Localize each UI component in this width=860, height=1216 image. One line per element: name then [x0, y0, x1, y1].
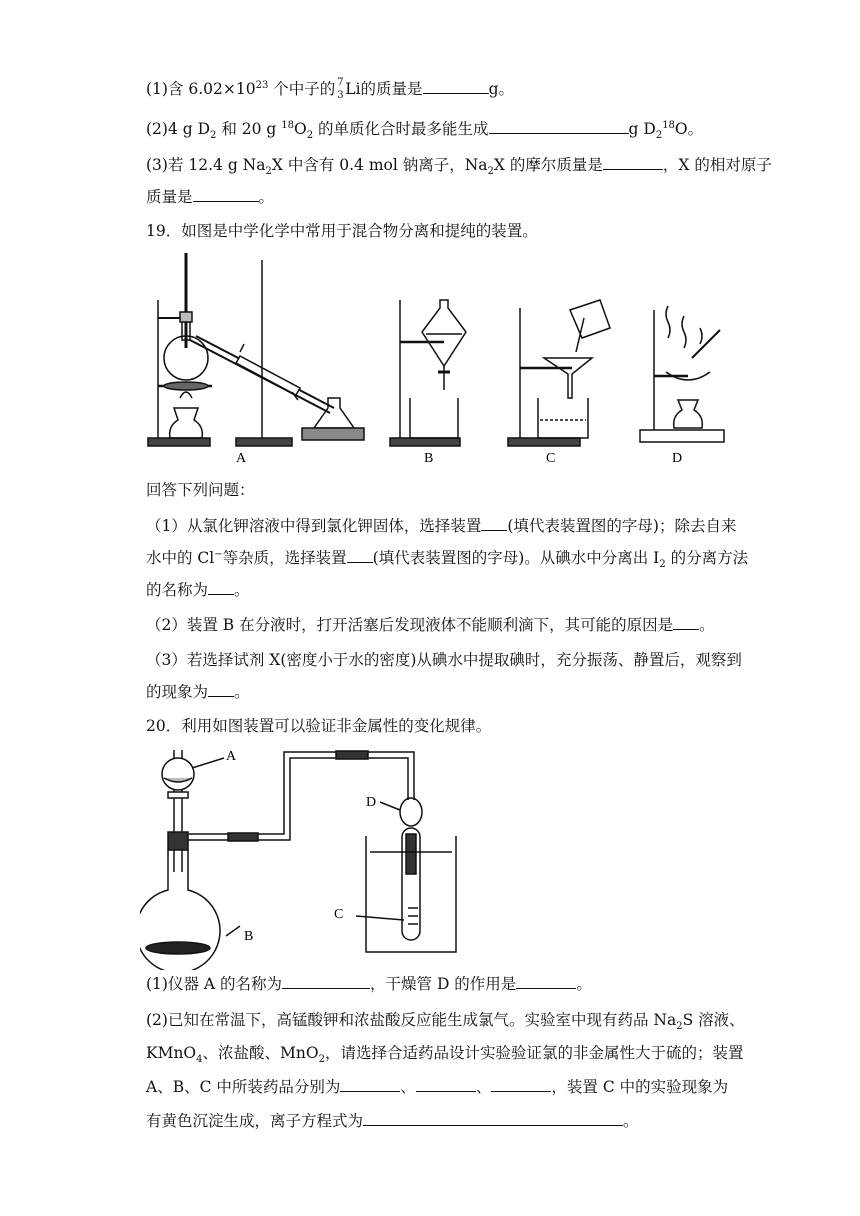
- q19-s3-text2: 的现象为: [146, 683, 209, 701]
- stand-base-c: [508, 438, 580, 446]
- subscript: 2: [306, 130, 314, 142]
- q18-part2: [146, 119, 860, 142]
- q19-s3-text: （3）若选择试剂 X(密度小于水的密度)从碘水中提取碘时，充分振荡、静置后，观察到: [146, 651, 742, 669]
- subscript: 2: [676, 1021, 683, 1033]
- q19-sub1: [146, 516, 860, 536]
- subscript: 2: [265, 166, 272, 178]
- beaker-c: [538, 398, 588, 438]
- pouring-beaker: [570, 300, 610, 338]
- funnel-a: [162, 758, 194, 790]
- label-d: D: [366, 795, 377, 810]
- condenser: [236, 356, 300, 395]
- answer-blank[interactable]: [208, 682, 234, 697]
- subscript: 2: [655, 130, 663, 142]
- label-d: D: [672, 451, 683, 466]
- q20-s1-text: (1)仪器 A 的名称为: [146, 975, 283, 993]
- answer-blank[interactable]: [481, 516, 507, 531]
- superscript: −: [214, 548, 223, 560]
- q18-p3-text6: 。: [258, 188, 275, 206]
- subscript: 2: [487, 166, 494, 178]
- q20-s2-text8: 、: [475, 1078, 492, 1096]
- q19-s1-text7: 的名称为: [146, 581, 209, 599]
- q19-s2-text: （2）装置 B 在分液时，打开活塞后发现液体不能顺利滴下，其可能的原因是: [146, 616, 674, 634]
- q19-s1-text4: 等杂质，选择装置: [222, 549, 347, 567]
- q20-s1-text3: 。: [576, 975, 592, 993]
- answer-blank[interactable]: [340, 1077, 400, 1092]
- atomic-number: 3: [337, 90, 344, 101]
- q18-p3-text5: 质量是: [146, 188, 193, 206]
- label-a: A: [236, 451, 247, 466]
- funnel-c: [544, 358, 592, 398]
- answer-blank[interactable]: [416, 1077, 476, 1092]
- q19-s1-text: （1）从氯化钾溶液中得到氯化钾固体，选择装置: [146, 517, 482, 535]
- q18-part1: [146, 79, 860, 99]
- q19-s1-text3: 水中的 Cl: [146, 549, 215, 567]
- superscript: 18: [662, 119, 675, 131]
- q20-s2-text6: A、B、C 中所装药品分别为: [146, 1078, 341, 1096]
- exponent: 23: [255, 79, 269, 91]
- q20-s2-text4: 、浓盐酸、MnO: [202, 1044, 319, 1062]
- q19-s1-text6: 的分离方法: [665, 549, 749, 567]
- q18-p2-text6: O。: [674, 120, 704, 138]
- q18-p3-text4: ，X 的相对原子: [662, 156, 772, 174]
- q18-p2-text3: O: [294, 120, 307, 138]
- answer-blank[interactable]: [208, 580, 234, 595]
- stand-base-a2: [236, 438, 292, 446]
- q19-s1-text8: 。: [234, 581, 250, 599]
- q20-s2-text: (2)已知在常温下，高锰酸钾和浓盐酸反应能生成氯气。实验室中现有药品 Na: [146, 1011, 677, 1029]
- q20-s2-text2: S 溶液、: [682, 1011, 745, 1029]
- label-c: C: [546, 451, 556, 466]
- q18-p1-text: (1)含 6.02×10: [146, 80, 256, 98]
- beaker-b: [410, 398, 458, 438]
- label-a: A: [226, 749, 237, 764]
- answer-blank[interactable]: [347, 548, 373, 563]
- q19-answer-intro: 回答下列问题：: [146, 481, 255, 499]
- q19-sub3-cont: [146, 682, 860, 702]
- superscript: 18: [281, 119, 294, 131]
- q20-s2-text3: KMnO: [146, 1044, 197, 1062]
- q19-sub2: [146, 615, 860, 635]
- receiving-flask: [314, 398, 354, 428]
- stand-base-d: [640, 430, 724, 442]
- answer-blank[interactable]: [193, 187, 259, 202]
- burner-a: [170, 408, 203, 438]
- mass-number: 7: [337, 77, 344, 88]
- answer-blank[interactable]: [282, 974, 370, 989]
- q20-sub2: [146, 1010, 860, 1033]
- answer-blank[interactable]: [673, 615, 699, 630]
- subscript: 2: [318, 1054, 325, 1066]
- q19-apparatus-figure: [140, 248, 740, 473]
- answer-blank[interactable]: [423, 79, 489, 94]
- q19-sub1-cont2: [146, 580, 860, 600]
- q19-stem: 19．如图是中学化学中常用于混合物分离和提纯的装置。: [146, 222, 538, 240]
- element-symbol: Li: [345, 80, 361, 98]
- q18-p3-text: (3)若 12.4 g Na: [146, 156, 266, 174]
- answer-blank[interactable]: [363, 1111, 623, 1126]
- q19-sub3: [146, 650, 860, 670]
- q19-sub1-cont: [146, 548, 860, 571]
- q20-stem: 20．利用如图装置可以验证非金属性的变化规律。: [146, 717, 492, 735]
- q18-p2-text4: 的单质化合时最多能生成: [313, 120, 489, 138]
- stand-base-b: [390, 438, 460, 446]
- answer-blank[interactable]: [491, 1077, 551, 1092]
- subscript: 4: [196, 1054, 203, 1066]
- q20-sub2-cont2: [146, 1077, 860, 1097]
- q19-s1-text5: (填代表装置图的字母)。从碘水中分离出 I: [372, 549, 660, 567]
- q18-part3-cont: [146, 187, 860, 207]
- q19-s1-text2: (填代表装置图的字母)；除去自来: [507, 517, 737, 535]
- label-c: C: [334, 907, 344, 922]
- separating-funnel: [422, 300, 466, 366]
- q20-s2-text10: 有黄色沉淀生成，离子方程式为: [146, 1112, 364, 1130]
- q18-p2-text2: 和 20 g: [216, 120, 282, 138]
- q19-s2-text2: 。: [699, 616, 715, 634]
- answer-blank[interactable]: [516, 974, 576, 989]
- q20-s2-text7: 、: [400, 1078, 416, 1096]
- q20-s1-text2: ，干燥管 D 的作用是: [370, 975, 517, 993]
- q18-p2-text: (2)4 g D: [146, 120, 211, 138]
- subscript: 2: [659, 559, 666, 571]
- q18-p2-text5: g D: [628, 120, 656, 138]
- subscript: 2: [210, 130, 217, 142]
- q20-s2-text11: 。: [623, 1112, 639, 1130]
- q18-p1-text3: 的质量是: [360, 80, 423, 98]
- q20-s2-text5: ，请选择合适药品设计实验验证氯的非金属性大于硫的；装置: [324, 1044, 744, 1062]
- q18-p3-text2: X 中含有 0.4 mol 钠离子，Na: [271, 156, 488, 174]
- label-b: B: [424, 451, 434, 466]
- q18-p3-text3: X 的摩尔质量是: [493, 156, 603, 174]
- burner-d: [674, 400, 703, 428]
- q18-p1-text2: 个中子的: [268, 80, 336, 98]
- drying-tube-d: [400, 798, 422, 826]
- unit: g。: [488, 80, 514, 98]
- q20-sub1: [146, 974, 860, 994]
- answer-blank[interactable]: [603, 155, 663, 170]
- nuclide-notation: [335, 77, 345, 101]
- q20-s2-text9: ，装置 C 中的实验现象为: [551, 1078, 729, 1096]
- label-b: B: [244, 929, 254, 944]
- q20-sub2-cont: [146, 1043, 860, 1066]
- q19-s3-text3: 。: [234, 683, 250, 701]
- stand-base-a: [148, 438, 210, 446]
- q20-sub2-cont3: [146, 1111, 860, 1131]
- answer-blank[interactable]: [489, 119, 629, 134]
- q20-apparatus-figure: [140, 740, 470, 970]
- q18-part3: [146, 155, 860, 178]
